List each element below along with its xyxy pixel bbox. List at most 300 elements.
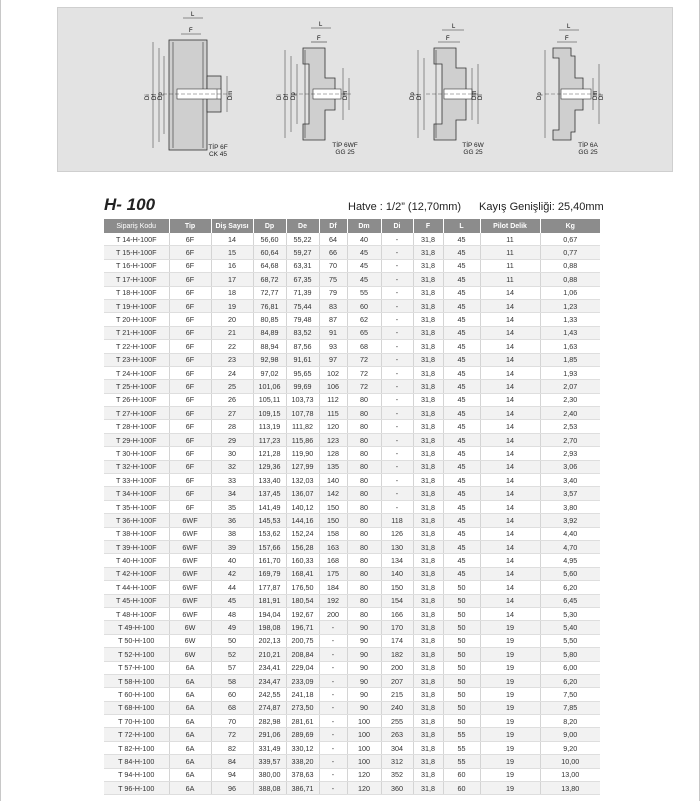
table-cell: 68	[211, 701, 253, 714]
table-cell: 129,36	[253, 460, 286, 473]
table-cell: T 30-H-100F	[104, 447, 169, 460]
table-cell: 184	[319, 581, 347, 594]
table-cell: 338,20	[286, 755, 319, 768]
table-cell: 40	[211, 554, 253, 567]
table-row	[104, 715, 600, 728]
table-cell: 120	[319, 420, 347, 433]
table-cell: T 82-H-100	[104, 741, 169, 754]
table-cell: T 50-H-100	[104, 634, 169, 647]
dim-di-label: Di	[599, 94, 605, 100]
table-cell: 6F	[169, 326, 211, 339]
table-row	[104, 768, 600, 781]
table-cell: 4,40	[540, 527, 600, 540]
table-cell: -	[381, 286, 413, 299]
table-cell: -	[381, 420, 413, 433]
table-cell: -	[381, 460, 413, 473]
table-cell: 103,73	[286, 393, 319, 406]
table-cell: 1,23	[540, 299, 600, 312]
table-cell: 28	[211, 420, 253, 433]
table-cell: 274,87	[253, 701, 286, 714]
table-cell: 140	[319, 474, 347, 487]
table-cell: 0,77	[540, 246, 600, 259]
table-cell: 31,8	[413, 393, 443, 406]
table-cell: 9,20	[540, 741, 600, 754]
table-cell: 198,08	[253, 621, 286, 634]
table-cell: 97	[319, 353, 347, 366]
table-cell: 64,68	[253, 259, 286, 272]
table-cell: 31,8	[413, 407, 443, 420]
dim-f-label: F	[446, 36, 450, 42]
table-cell: 45	[443, 447, 480, 460]
table-cell: T 14-H-100F	[104, 233, 169, 246]
table-row	[104, 273, 600, 286]
table-cell: 60,64	[253, 246, 286, 259]
table-cell: 194,04	[253, 607, 286, 620]
table-row	[104, 540, 600, 553]
table-cell: 55	[443, 728, 480, 741]
table-cell: 45	[347, 246, 381, 259]
drawing-caption-6wf: TİP 6WF GG 25	[332, 142, 358, 156]
table-cell: 6WF	[169, 527, 211, 540]
table-cell: -	[319, 621, 347, 634]
table-cell: 2,40	[540, 407, 600, 420]
table-cell: 263	[381, 728, 413, 741]
table-cell: 113,19	[253, 420, 286, 433]
table-cell: 140	[381, 567, 413, 580]
table-cell: 19	[480, 621, 540, 634]
table-cell: 14	[480, 514, 540, 527]
table-cell: 123	[319, 433, 347, 446]
table-cell: 80	[347, 607, 381, 620]
table-cell: 6WF	[169, 581, 211, 594]
table-cell: T 58-H-100	[104, 674, 169, 687]
table-cell: 31,8	[413, 299, 443, 312]
table-cell: 20	[211, 313, 253, 326]
dim-dm-label: Dm	[343, 90, 349, 100]
table-cell: 6F	[169, 366, 211, 379]
table-cell: 102	[319, 366, 347, 379]
table-cell: 11	[480, 233, 540, 246]
table-cell: 158	[319, 527, 347, 540]
table-cell: 168	[319, 554, 347, 567]
table-cell: 45	[443, 500, 480, 513]
table-cell: 6F	[169, 340, 211, 353]
table-cell: T 60-H-100	[104, 688, 169, 701]
table-cell: 14	[480, 393, 540, 406]
table-cell: 14	[480, 581, 540, 594]
table-cell: 14	[480, 407, 540, 420]
table-cell: 169,79	[253, 567, 286, 580]
table-cell: 45	[443, 313, 480, 326]
table-cell: 6A	[169, 728, 211, 741]
table-cell: -	[319, 755, 347, 768]
table-cell: 291,06	[253, 728, 286, 741]
table-cell: 14	[211, 233, 253, 246]
table-cell: T 21-H-100F	[104, 326, 169, 339]
table-cell: -	[381, 433, 413, 446]
table-row	[104, 755, 600, 768]
table-cell: -	[381, 366, 413, 379]
table-cell: 352	[381, 768, 413, 781]
table-cell: 4,95	[540, 554, 600, 567]
column-header: Df	[319, 219, 347, 233]
table-cell: 31,8	[413, 741, 443, 754]
table-cell: 80	[347, 514, 381, 527]
table-cell: 126	[381, 527, 413, 540]
table-cell: 3,92	[540, 514, 600, 527]
table-cell: 31,8	[413, 661, 443, 674]
drawing-caption-6a: TİP 6A GG 25	[578, 142, 598, 156]
table-cell: 9,00	[540, 728, 600, 741]
table-cell: 141,49	[253, 500, 286, 513]
table-cell: T 34-H-100F	[104, 487, 169, 500]
table-cell: 19	[480, 728, 540, 741]
table-cell: 6F	[169, 460, 211, 473]
table-row	[104, 607, 600, 620]
column-header: L	[443, 219, 480, 233]
table-cell: 50	[443, 634, 480, 647]
table-cell: 304	[381, 741, 413, 754]
table-cell: 6F	[169, 380, 211, 393]
drawings-banner	[57, 7, 673, 172]
table-cell: 72	[211, 728, 253, 741]
table-cell: 1,85	[540, 353, 600, 366]
column-header: Kg	[540, 219, 600, 233]
table-cell: 55	[347, 286, 381, 299]
table-cell: 117,23	[253, 433, 286, 446]
table-cell: 14	[480, 554, 540, 567]
table-cell: 90	[347, 634, 381, 647]
table-cell: -	[381, 340, 413, 353]
table-cell: 31,8	[413, 607, 443, 620]
table-cell: 42	[211, 567, 253, 580]
table-row	[104, 340, 600, 353]
table-cell: 127,99	[286, 460, 319, 473]
table-cell: 64	[319, 233, 347, 246]
table-cell: 360	[381, 782, 413, 795]
table-cell: 136,07	[286, 487, 319, 500]
table-cell: 10,00	[540, 755, 600, 768]
table-cell: 130	[381, 540, 413, 553]
table-cell: 38	[211, 527, 253, 540]
table-cell: 60	[443, 768, 480, 781]
table-cell: 76,81	[253, 299, 286, 312]
table-cell: 229,04	[286, 661, 319, 674]
table-cell: 106	[319, 380, 347, 393]
table-cell: 80,85	[253, 313, 286, 326]
table-cell: 70	[319, 259, 347, 272]
table-row	[104, 233, 600, 246]
table-cell: 50	[443, 594, 480, 607]
table-cell: 200,75	[286, 634, 319, 647]
table-cell: 6,20	[540, 674, 600, 687]
table-cell: 1,63	[540, 340, 600, 353]
table-cell: 200	[319, 607, 347, 620]
table-cell: 6F	[169, 299, 211, 312]
table-cell: 100	[347, 755, 381, 768]
table-cell: 19	[480, 648, 540, 661]
table-cell: T 96-H-100	[104, 782, 169, 795]
table-cell: 97,02	[253, 366, 286, 379]
table-cell: 3,80	[540, 500, 600, 513]
table-cell: 72	[347, 353, 381, 366]
table-cell: 331,49	[253, 741, 286, 754]
table-cell: 121,28	[253, 447, 286, 460]
table-cell: -	[319, 782, 347, 795]
table-cell: 31,8	[413, 782, 443, 795]
table-cell: 50	[443, 701, 480, 714]
table-cell: 25	[211, 380, 253, 393]
table-cell: 111,82	[286, 420, 319, 433]
table-cell: 1,43	[540, 326, 600, 339]
table-cell: 62	[347, 313, 381, 326]
table-cell: 31,8	[413, 420, 443, 433]
table-cell: 56,60	[253, 233, 286, 246]
table-cell: 0,88	[540, 273, 600, 286]
table-cell: 59,27	[286, 246, 319, 259]
table-cell: 80	[347, 594, 381, 607]
table-cell: 45	[443, 380, 480, 393]
table-cell: 27	[211, 407, 253, 420]
table-row	[104, 581, 600, 594]
table-cell: 202,13	[253, 634, 286, 647]
table-row	[104, 594, 600, 607]
table-cell: 5,30	[540, 607, 600, 620]
column-header: Di	[381, 219, 413, 233]
table-cell: 16	[211, 259, 253, 272]
table-row	[104, 514, 600, 527]
table-cell: 79	[319, 286, 347, 299]
table-cell: 31,8	[413, 634, 443, 647]
column-header: De	[286, 219, 319, 233]
table-cell: 154	[381, 594, 413, 607]
table-cell: 63,31	[286, 259, 319, 272]
table-row	[104, 366, 600, 379]
table-row	[104, 246, 600, 259]
drawing-tip-6f	[133, 8, 243, 168]
table-cell: T 22-H-100F	[104, 340, 169, 353]
table-body	[104, 233, 600, 795]
table-cell: T 70-H-100	[104, 715, 169, 728]
table-cell: 31,8	[413, 246, 443, 259]
table-cell: 289,69	[286, 728, 319, 741]
table-cell: 80	[347, 567, 381, 580]
table-cell: 14	[480, 313, 540, 326]
table-row	[104, 728, 600, 741]
table-row	[104, 661, 600, 674]
table-cell: 176,50	[286, 581, 319, 594]
table-cell: -	[381, 380, 413, 393]
table-cell: 33	[211, 474, 253, 487]
table-cell: 6A	[169, 782, 211, 795]
table-cell: 31,8	[413, 768, 443, 781]
table-cell: -	[319, 715, 347, 728]
table-row	[104, 420, 600, 433]
table-cell: 22	[211, 340, 253, 353]
table-cell: -	[381, 259, 413, 272]
column-header: Diş Sayısı	[211, 219, 253, 233]
table-cell: 6F	[169, 353, 211, 366]
table-cell: 6A	[169, 755, 211, 768]
table-cell: 6,00	[540, 661, 600, 674]
table-cell: 50	[443, 581, 480, 594]
table-cell: 45	[443, 460, 480, 473]
table-cell: 50	[211, 634, 253, 647]
table-cell: 160,33	[286, 554, 319, 567]
table-row	[104, 313, 600, 326]
table-cell: 6W	[169, 621, 211, 634]
table-cell: 135	[319, 460, 347, 473]
table-cell: 80	[347, 500, 381, 513]
table-row	[104, 487, 600, 500]
table-cell: 14	[480, 420, 540, 433]
table-row	[104, 554, 600, 567]
table-cell: T 94-H-100	[104, 768, 169, 781]
table-cell: T 28-H-100F	[104, 420, 169, 433]
table-cell: 80	[347, 474, 381, 487]
dim-l-label: L	[191, 12, 195, 18]
table-cell: 282,98	[253, 715, 286, 728]
table-cell: 80	[347, 447, 381, 460]
table-cell: 80	[347, 407, 381, 420]
table-cell: 156,28	[286, 540, 319, 553]
table-cell: 181,91	[253, 594, 286, 607]
table-cell: 6A	[169, 741, 211, 754]
table-cell: -	[381, 299, 413, 312]
dim-dp-label: Dp	[291, 92, 297, 100]
table-cell: 55	[443, 755, 480, 768]
dim-f-label: F	[565, 36, 569, 42]
table-cell: 93	[319, 340, 347, 353]
table-cell: 83	[319, 299, 347, 312]
table-cell: 19	[480, 755, 540, 768]
drawing-tip-6wf	[263, 8, 373, 168]
table-cell: 45	[443, 273, 480, 286]
table-cell: 242,55	[253, 688, 286, 701]
table-cell: 5,80	[540, 648, 600, 661]
table-cell: 145,53	[253, 514, 286, 527]
table-cell: T 52-H-100	[104, 648, 169, 661]
table-cell: -	[319, 688, 347, 701]
table-cell: 6F	[169, 420, 211, 433]
table-row	[104, 460, 600, 473]
table-cell: 31,8	[413, 433, 443, 446]
table-cell: 45	[443, 233, 480, 246]
pitch-label: Hatve : 1/2” (12,70mm)	[348, 201, 462, 213]
table-row	[104, 259, 600, 272]
dim-l-label: L	[567, 24, 571, 30]
table-cell: -	[381, 246, 413, 259]
table-cell: 30	[211, 447, 253, 460]
table-cell: 31,8	[413, 286, 443, 299]
table-cell: 80	[347, 433, 381, 446]
table-cell: 60	[211, 688, 253, 701]
column-header: Dp	[253, 219, 286, 233]
table-cell: 31,8	[413, 527, 443, 540]
table-cell: 45	[211, 594, 253, 607]
column-header: Dm	[347, 219, 381, 233]
table-cell: 14	[480, 607, 540, 620]
table-cell: T 25-H-100F	[104, 380, 169, 393]
table-cell: 14	[480, 433, 540, 446]
table-cell: 177,87	[253, 581, 286, 594]
table-cell: 72,77	[253, 286, 286, 299]
dim-dm-label: Dm	[228, 90, 234, 100]
table-cell: 80	[347, 460, 381, 473]
table-cell: 91	[319, 326, 347, 339]
table-cell: 312	[381, 755, 413, 768]
table-cell: 3,40	[540, 474, 600, 487]
table-cell: 6F	[169, 393, 211, 406]
column-header: Tip	[169, 219, 211, 233]
table-cell: -	[319, 674, 347, 687]
table-cell: 6A	[169, 661, 211, 674]
table-cell: 6,45	[540, 594, 600, 607]
table-cell: T 29-H-100F	[104, 433, 169, 446]
table-cell: 2,30	[540, 393, 600, 406]
table-cell: 150	[319, 514, 347, 527]
table-cell: 7,85	[540, 701, 600, 714]
table-cell: 31,8	[413, 353, 443, 366]
table-cell: 5,50	[540, 634, 600, 647]
dim-f-label: F	[317, 36, 321, 42]
table-cell: 49	[211, 621, 253, 634]
table-cell: 115	[319, 407, 347, 420]
table-cell: 31,8	[413, 487, 443, 500]
table-cell: -	[319, 648, 347, 661]
table-row	[104, 634, 600, 647]
table-row	[104, 782, 600, 795]
table-cell: T 19-H-100F	[104, 299, 169, 312]
table-cell: 80	[347, 393, 381, 406]
table-cell: 45	[443, 420, 480, 433]
table-cell: 52	[211, 648, 253, 661]
table-cell: 11	[480, 273, 540, 286]
table-cell: T 68-H-100	[104, 701, 169, 714]
column-header: Pilot Delik	[480, 219, 540, 233]
table-cell: 31,8	[413, 514, 443, 527]
table-cell: 67,35	[286, 273, 319, 286]
table-cell: 82	[211, 741, 253, 754]
table-cell: 6W	[169, 648, 211, 661]
table-cell: 21	[211, 326, 253, 339]
table-cell: 107,78	[286, 407, 319, 420]
table-cell: 66	[319, 246, 347, 259]
table-cell: -	[381, 447, 413, 460]
table-cell: 6F	[169, 433, 211, 446]
table-cell: 60	[347, 299, 381, 312]
table-cell: T 38-H-100F	[104, 527, 169, 540]
table-cell: 19	[480, 661, 540, 674]
table-cell: 60	[443, 782, 480, 795]
table-cell: 6,20	[540, 581, 600, 594]
table-cell: 45	[443, 299, 480, 312]
table-row	[104, 433, 600, 446]
table-cell: 71,39	[286, 286, 319, 299]
table-cell: 50	[443, 607, 480, 620]
table-cell: T 57-H-100	[104, 661, 169, 674]
table-cell: 24	[211, 366, 253, 379]
table-cell: 210,21	[253, 648, 286, 661]
table-cell: 2,70	[540, 433, 600, 446]
table-cell: 105,11	[253, 393, 286, 406]
table-cell: T 24-H-100F	[104, 366, 169, 379]
table-cell: 19	[480, 701, 540, 714]
table-cell: -	[381, 353, 413, 366]
table-cell: -	[319, 728, 347, 741]
table-cell: 45	[443, 326, 480, 339]
table-cell: 196,71	[286, 621, 319, 634]
